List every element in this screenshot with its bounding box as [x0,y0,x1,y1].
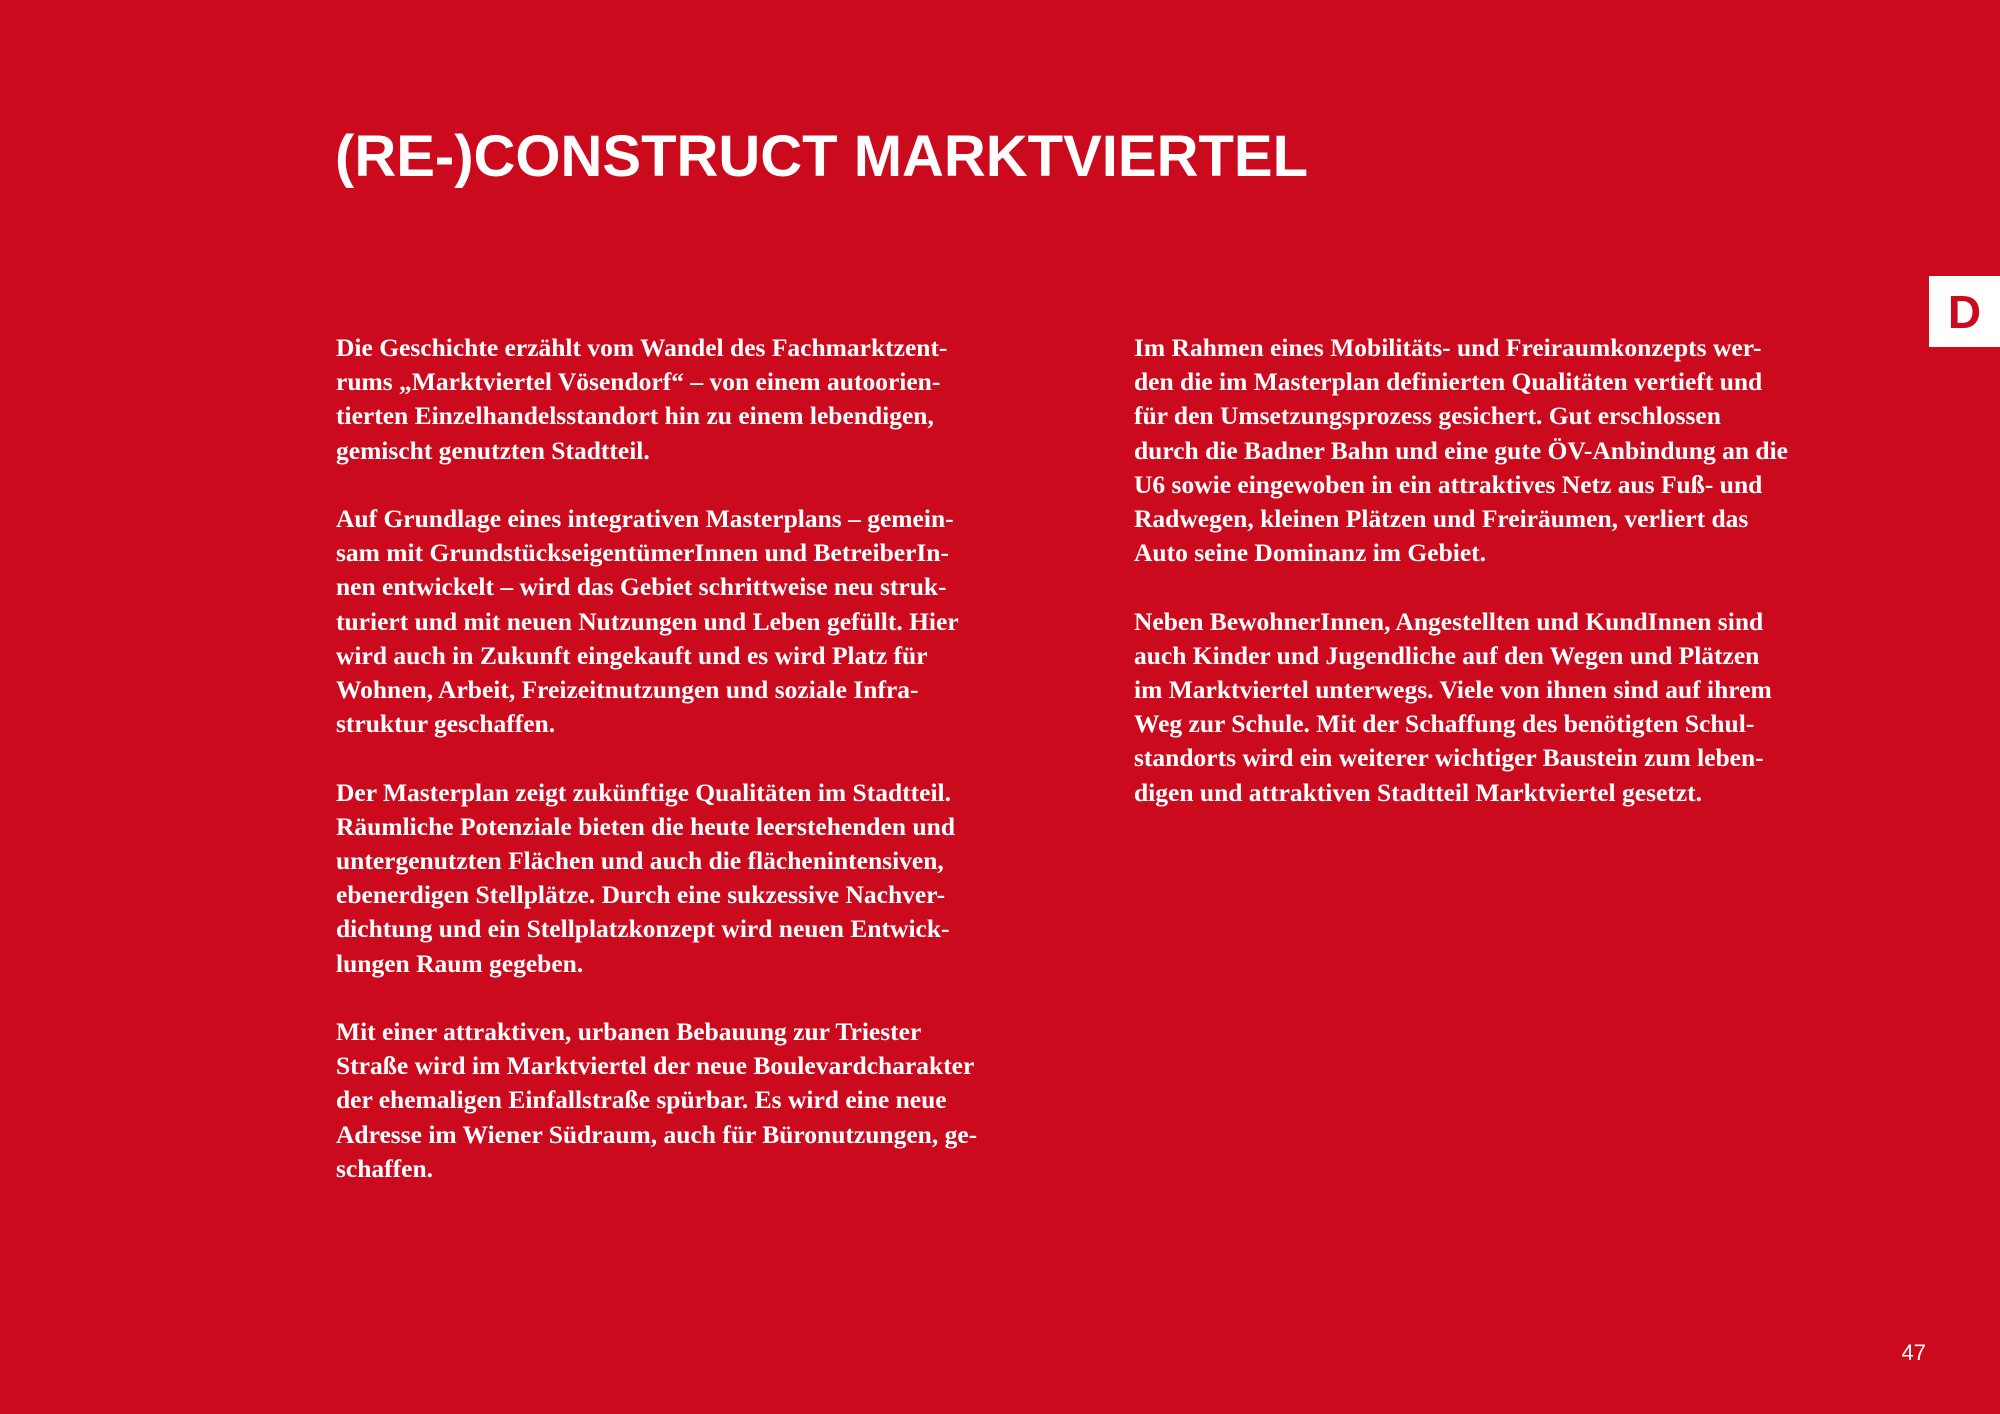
paragraph-mobility: Im Rahmen eines Mobilitäts- und Freiraumkonzepts wer- den die im Masterplan definierten Qualitäten vertieft und für den Umsetzungsprozess gesichert. Gut erschlossen durch die Badner Bahn und eine gute ÖV-Anbindung an die U6 sowie eingewoben in ein attraktives Netz aus Fuß- und Radwegen, kleinen Plätzen und Freiräumen, verliert das Auto seine Dominanz im Gebiet. [1134,333,1788,568]
left-text-column [336,331,1106,1220]
paragraph-intro: Die Geschichte erzählt vom Wandel des Fachmarktzent- rums „Marktviertel Vösendorf“ – von einem autoorien- tierten Einzelhandelsstandort hin zu einem lebendigen, gemischt genutzten Stadtteil. [336,333,948,465]
section-tab [1929,276,2000,347]
paragraph-qualities: Der Masterplan zeigt zukünftige Qualitäten im Stadtteil. Räumliche Potenziale bieten die heute leerstehenden und untergenutzten Flächen und auch die flächenintensiven, ebenerdigen Stellplätze. Durch eine sukzessive Nachver- dichtung und ein Stellplatzkonzept wird neuen Entwick- lungen Raum gegeben. [336,777,956,978]
page-number: 47 [1901,1340,1926,1365]
paragraph-boulevard: Mit einer attraktiven, urbanen Bebauung zur Triester Straße wird im Marktviertel der neue Boulevardcharakter der ehemaligen Einfallstraße spürbar. Es wird eine neue Adresse im Wiener Südraum, auch für Büronutzungen, ge- schaffen. [336,1017,978,1183]
paragraph-residents: Neben BewohnerInnen, Angestellten und KundInnen sind auch Kinder und Jugendliche auf den Wegen und Plätzen im Marktviertel unterwegs. Viele von ihnen sind auf ihrem Weg zur Schule. Mit der Schaffung des benötigten Schul- standorts wird ein weiterer wichtiger Baustein zum leben- digen und attraktiven Stadtteil Marktviertel gesetzt. [1134,606,1772,807]
paragraph-masterplan-basis: Auf Grundlage eines integrativen Masterplans – gemein- sam mit GrundstückseigentümerInnen und BetreiberIn- nen entwickelt – wird das Gebiet schrittweise neu struk- turiert und mit neuen Nutzungen und Leben gefüllt. Hier wird auch in Zukunft eingekauft und es wird Platz für Wohnen, Arbeit, Freizeitnutzungen und soziale Infra- struktur geschaffen. [336,504,959,739]
page-title: (RE-)CONSTRUCT MARKTVIERTEL [335,124,1309,189]
section-tab-label: D [1947,285,1982,338]
right-text-column [1134,331,1904,844]
